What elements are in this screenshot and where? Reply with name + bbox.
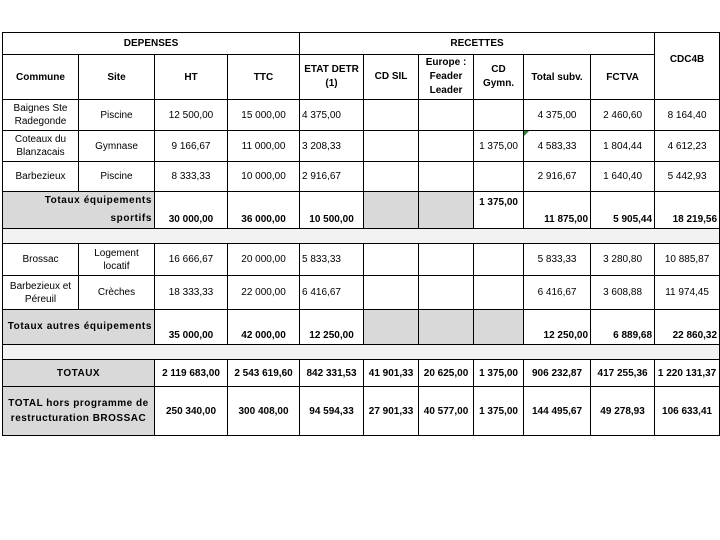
- etat-cell: 4 375,00: [300, 100, 364, 131]
- ht-cell: 35 000,00: [155, 310, 228, 345]
- commune-cell: Baignes Ste Radegonde: [3, 100, 79, 131]
- ttc-cell: 36 000,00: [228, 192, 300, 229]
- ttc-cell: 20 000,00: [228, 244, 300, 276]
- total-subv-cell: 144 495,67: [524, 387, 591, 436]
- ttc-cell: 11 000,00: [228, 131, 300, 162]
- cdc4b-cell: 10 885,87: [655, 244, 720, 276]
- etat-cell: 94 594,33: [300, 387, 364, 436]
- ht-header: HT: [155, 55, 228, 100]
- site-cell: Piscine: [79, 100, 155, 131]
- etat-cell: 842 331,53: [300, 360, 364, 387]
- ht-cell: 2 119 683,00: [155, 360, 228, 387]
- ttc-cell: 15 000,00: [228, 100, 300, 131]
- ht-cell: 12 500,00: [155, 100, 228, 131]
- recettes-header: RECETTES: [300, 33, 655, 55]
- etat-cell: 3 208,33: [300, 131, 364, 162]
- europe-cell: 40 577,00: [419, 387, 474, 436]
- fctva-cell: 3 280,80: [591, 244, 655, 276]
- cdc4b-cell: 5 442,93: [655, 162, 720, 192]
- total-subv-cell: 2 916,67: [524, 162, 591, 192]
- ttc-cell: 10 000,00: [228, 162, 300, 192]
- cdc4b-cell: 4 612,23: [655, 131, 720, 162]
- cd-sil-cell: [364, 192, 419, 229]
- total-subv-header: Total subv.: [524, 55, 591, 100]
- ttc-cell: 22 000,00: [228, 276, 300, 310]
- table-row: [3, 131, 720, 162]
- cd-sil-cell: [364, 276, 419, 310]
- site-header: Site: [79, 55, 155, 100]
- cd-gymn-cell: [474, 162, 524, 192]
- table-row: [3, 244, 720, 276]
- totals-row: [3, 360, 720, 387]
- cd-sil-cell: [364, 162, 419, 192]
- total-subv-cell: 12 250,00: [524, 310, 591, 345]
- depenses-header: DEPENSES: [3, 33, 300, 55]
- hors-programme-row: [3, 387, 720, 436]
- site-cell: Logement locatif: [79, 244, 155, 276]
- ht-cell: 250 340,00: [155, 387, 228, 436]
- cdc4b-cell: 106 633,41: [655, 387, 720, 436]
- cdc4b-header: CDC4B: [655, 33, 720, 100]
- fctva-cell: 49 278,93: [591, 387, 655, 436]
- europe-cell: [419, 276, 474, 310]
- ht-cell: 8 333,33: [155, 162, 228, 192]
- europe-cell: [419, 310, 474, 345]
- cd-gymn-cell: 1 375,00: [474, 387, 524, 436]
- cd-sil-header: CD SIL: [364, 55, 419, 100]
- cd-sil-cell: 27 901,33: [364, 387, 419, 436]
- fctva-cell: 6 889,68: [591, 310, 655, 345]
- fctva-cell: 5 905,44: [591, 192, 655, 229]
- site-cell: Piscine: [79, 162, 155, 192]
- cd-sil-cell: [364, 100, 419, 131]
- etat-cell: 2 916,67: [300, 162, 364, 192]
- etat-cell: 12 250,00: [300, 310, 364, 345]
- subtotal-row-sportifs: [3, 192, 720, 229]
- europe-header: Europe : Feader Leader: [419, 55, 474, 100]
- europe-cell: 20 625,00: [419, 360, 474, 387]
- fctva-cell: 417 255,36: [591, 360, 655, 387]
- etat-detr-header: ETAT DETR (1): [300, 55, 364, 100]
- cdc4b-cell: 22 860,32: [655, 310, 720, 345]
- fctva-cell: 2 460,60: [591, 100, 655, 131]
- ht-cell: 16 666,67: [155, 244, 228, 276]
- subtotal-row-autres: [3, 310, 720, 345]
- cd-sil-cell: [364, 310, 419, 345]
- ttc-cell: 42 000,00: [228, 310, 300, 345]
- ht-cell: 9 166,67: [155, 131, 228, 162]
- cd-gymn-header: CD Gymn.: [474, 55, 524, 100]
- europe-cell: [419, 244, 474, 276]
- table-row: [3, 100, 720, 131]
- total-subv-cell: 11 875,00: [524, 192, 591, 229]
- europe-cell: [419, 192, 474, 229]
- commune-cell: Brossac: [3, 244, 79, 276]
- fctva-cell: 1 804,44: [591, 131, 655, 162]
- cdc4b-cell: 18 219,56: [655, 192, 720, 229]
- subtotal-label: Totaux équipements sportifs: [3, 192, 155, 229]
- ttc-cell: 300 408,00: [228, 387, 300, 436]
- etat-cell: 6 416,67: [300, 276, 364, 310]
- commune-header: Commune: [3, 55, 79, 100]
- cd-sil-cell: [364, 244, 419, 276]
- site-cell: Gymnase: [79, 131, 155, 162]
- cd-gymn-cell: 1 375,00: [474, 360, 524, 387]
- etat-cell: 5 833,33: [300, 244, 364, 276]
- total-subv-cell: 5 833,33: [524, 244, 591, 276]
- separator: [3, 229, 720, 244]
- total-subv-cell: 906 232,87: [524, 360, 591, 387]
- separator-row: [3, 229, 720, 244]
- total-subv-cell: 6 416,67: [524, 276, 591, 310]
- fctva-cell: 3 608,88: [591, 276, 655, 310]
- cd-gymn-cell: [474, 244, 524, 276]
- cd-sil-cell: [364, 131, 419, 162]
- commune-cell: Barbezieux et Péreuil: [3, 276, 79, 310]
- cdc4b-cell: 1 220 131,37: [655, 360, 720, 387]
- separator-row: [3, 345, 720, 360]
- cd-gymn-cell: [474, 310, 524, 345]
- commune-cell: Barbezieux: [3, 162, 79, 192]
- cd-gymn-cell: [474, 276, 524, 310]
- europe-cell: [419, 100, 474, 131]
- commune-cell: Coteaux du Blanzacais: [3, 131, 79, 162]
- cd-gymn-cell: [474, 100, 524, 131]
- subtotal-label: Totaux autres équipements: [3, 310, 155, 345]
- totals-label: TOTAUX: [3, 360, 155, 387]
- europe-cell: [419, 162, 474, 192]
- cd-sil-cell: 41 901,33: [364, 360, 419, 387]
- ttc-cell: 2 543 619,60: [228, 360, 300, 387]
- ht-cell: 30 000,00: [155, 192, 228, 229]
- europe-cell: [419, 131, 474, 162]
- cd-gymn-cell: 1 375,00: [474, 192, 524, 229]
- financing-table: [2, 32, 720, 436]
- etat-cell: 10 500,00: [300, 192, 364, 229]
- ttc-header: TTC: [228, 55, 300, 100]
- fctva-cell: 1 640,40: [591, 162, 655, 192]
- total-subv-cell: 4 583,33: [524, 131, 591, 162]
- separator: [3, 345, 720, 360]
- fctva-header: FCTVA: [591, 55, 655, 100]
- cdc4b-cell: 8 164,40: [655, 100, 720, 131]
- cd-gymn-cell: 1 375,00: [474, 131, 524, 162]
- table-row: [3, 276, 720, 310]
- cdc4b-cell: 11 974,45: [655, 276, 720, 310]
- total-subv-cell: 4 375,00: [524, 100, 591, 131]
- hors-programme-label: TOTAL hors programme de restructuration BROSSAC: [3, 387, 155, 436]
- table-row: [3, 162, 720, 192]
- site-cell: Crèches: [79, 276, 155, 310]
- ht-cell: 18 333,33: [155, 276, 228, 310]
